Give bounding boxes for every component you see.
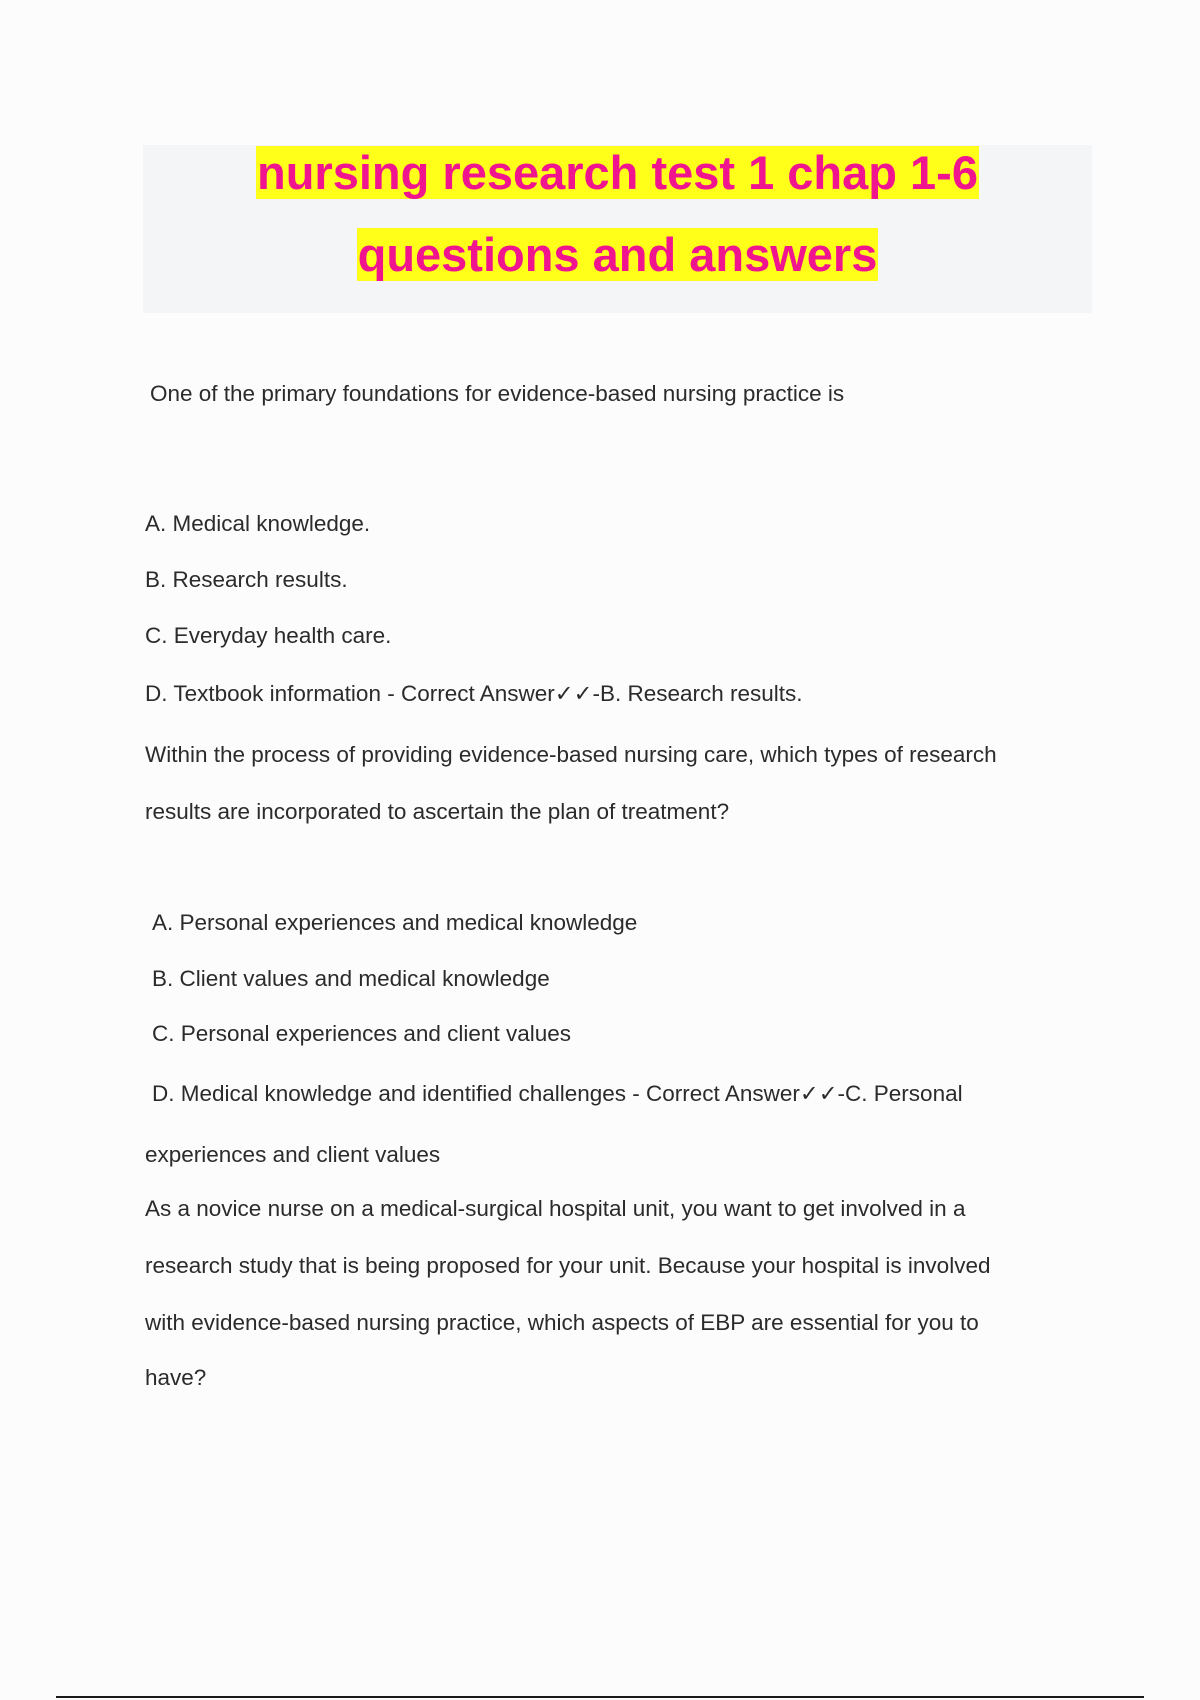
title-line-2	[143, 227, 1092, 283]
question-1-option-c: C. Everyday health care.	[145, 623, 392, 648]
question-1-option-a: A. Medical knowledge.	[145, 511, 371, 536]
question-3-stem-line-2: research study that is being proposed for your unit. Because your hospital is involved	[145, 1253, 991, 1278]
title-line-1	[143, 145, 1092, 201]
question-1-option-d: D. Textbook information - Correct Answer✓✓-B. Research results.	[145, 681, 803, 706]
question-2-option-d-line-1: D. Medical knowledge and identified challenges - Correct Answer✓✓-C. Personal	[152, 1081, 963, 1106]
question-2-option-c: C. Personal experiences and client values	[152, 1021, 571, 1046]
question-2-stem-line-2: results are incorporated to ascertain the plan of treatment?	[145, 799, 730, 824]
question-2-option-a: A. Personal experiences and medical knowledge	[152, 910, 638, 935]
question-3-stem-line-1: As a novice nurse on a medical-surgical hospital unit, you want to get involved in a	[145, 1196, 966, 1221]
question-1-option-b: B. Research results.	[145, 567, 348, 592]
title-box	[143, 145, 1092, 313]
question-2-option-d-line-2: experiences and client values	[145, 1142, 441, 1167]
question-3-stem-line-3: with evidence-based nursing practice, which aspects of EBP are essential for you to	[145, 1310, 979, 1335]
footer-rule	[56, 1696, 1144, 1698]
question-2-stem-line-1: Within the process of providing evidence-based nursing care, which types of research	[145, 742, 997, 767]
question-3-stem-line-4: have?	[145, 1365, 207, 1390]
question-1-stem: One of the primary foundations for evidence-based nursing practice is	[150, 381, 845, 406]
question-2-option-b: B. Client values and medical knowledge	[152, 966, 550, 991]
title-line-2-text: questions and answers	[357, 228, 878, 281]
title-line-1-text: nursing research test 1 chap 1-6	[257, 146, 978, 199]
